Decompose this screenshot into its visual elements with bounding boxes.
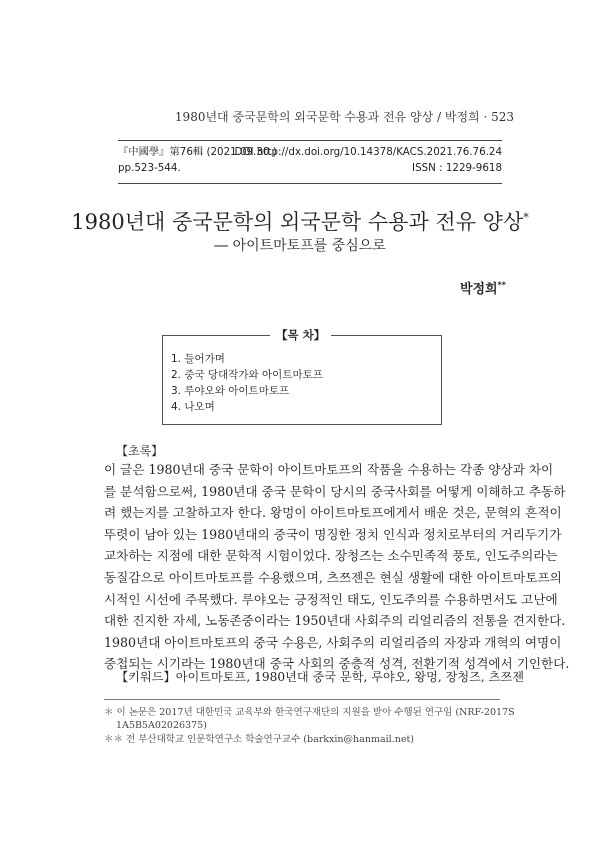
toc-item: 3. 루야오와 아이트마토프	[171, 385, 290, 397]
abstract-line: 동질감으로 아이트마토프를 수용했으며, 츠쯔젠은 현실 생활에 대한 아이트마토프의	[104, 569, 562, 585]
footnote-divider	[104, 699, 500, 700]
issn: ISSN : 1229-9618	[412, 162, 502, 174]
journal-citation: 『中國學』第76輯 (2021.09.30.)	[118, 146, 277, 158]
abstract-line: 뚜렷이 남아 있는 1980년대의 중국이 명징한 정치 인식과 정치로부터의 거리두기가	[104, 526, 562, 542]
page-range: pp.523-544.	[118, 162, 181, 174]
toc-item: 1. 들어가며	[171, 353, 225, 365]
paper-title	[0, 206, 600, 236]
abstract-line: 시적인 시선에 주목했다. 루야오는 긍정적인 태도, 인도주의를 수용하면서도 고난에	[104, 591, 558, 607]
running-head: 1980년대 중국문학의 외국문학 수용과 전유 양상 / 박정희 · 523	[174, 110, 514, 124]
abstract-line: 이 글은 1980년대 중국 문학이 아이트마토프의 작품을 수용하는 각종 양상과 차이	[104, 462, 554, 477]
toc-item: 2. 중국 당대작가와 아이트마토프	[171, 369, 323, 381]
abstract-line: 중첩되는 시기라는 1980년대 중국 사회의 중층적 성격, 전환기적 성격에서 기인한다.	[104, 656, 570, 672]
footnote-funding: ＊ 이 논문은 2017년 대한민국 교육부와 한국연구재단의 지원을 받아 수행된 연구임 (NRF-2017S	[104, 707, 515, 718]
abstract-line: 려 했는지를 고찰하고자 한다. 왕멍이 아이트마토프에게서 배운 것은, 문혁의 흔적이	[104, 505, 562, 521]
doi-link[interactable]: DOI http://dx.doi.org/10.14378/KACS.2021.76.76.24	[234, 146, 502, 158]
footnote-author-affiliation: ＊＊ 전 부산대학교 인문학연구소 학술연구교수 (barkxin@hanmail.net)	[104, 734, 414, 745]
author-footnote-mark: **	[497, 280, 506, 290]
title-footnote-mark: *	[523, 211, 529, 224]
toc-item: 4. 나오며	[171, 401, 215, 413]
abstract-line: 를 분석함으로써, 1980년대 중국 문학이 당시의 중국사회를 어떻게 이해하고 추동하	[104, 483, 566, 499]
table-of-contents	[162, 335, 442, 425]
abstract-line: 대한 진지한 자세, 노동존중이라는 1950년대 사회주의 리얼리즘의 전통을 견지한다.	[104, 613, 566, 629]
keywords: 【키워드】아이트마토프, 1980년대 중국 문학, 루야오, 왕멍, 장청즈, 츠쯔젠	[116, 670, 524, 684]
abstract-body	[104, 459, 570, 675]
abstract-line: 교차하는 지점에 대한 문학적 시험이었다. 장청즈는 소수민족적 풍토, 인도주의라는	[104, 548, 558, 564]
author-name	[460, 278, 506, 297]
publication-info	[118, 140, 502, 184]
abstract-heading: 【초록】	[116, 444, 164, 458]
footnote-funding-cont: 1A5B5A02026375)	[116, 720, 207, 731]
abstract-line: 1980년대 아이트마토프의 중국 수용은, 사회주의 리얼리즘의 자장과 개혁의 여명이	[104, 634, 562, 650]
paper-title-text: 1980년대 중국문학의 외국문학 수용과 전유 양상	[71, 210, 524, 234]
paper-subtitle: ― 아이트마토프를 중심으로	[214, 238, 386, 254]
author-name-text: 박정희	[459, 282, 498, 297]
toc-label: 【목 차】	[270, 327, 331, 343]
